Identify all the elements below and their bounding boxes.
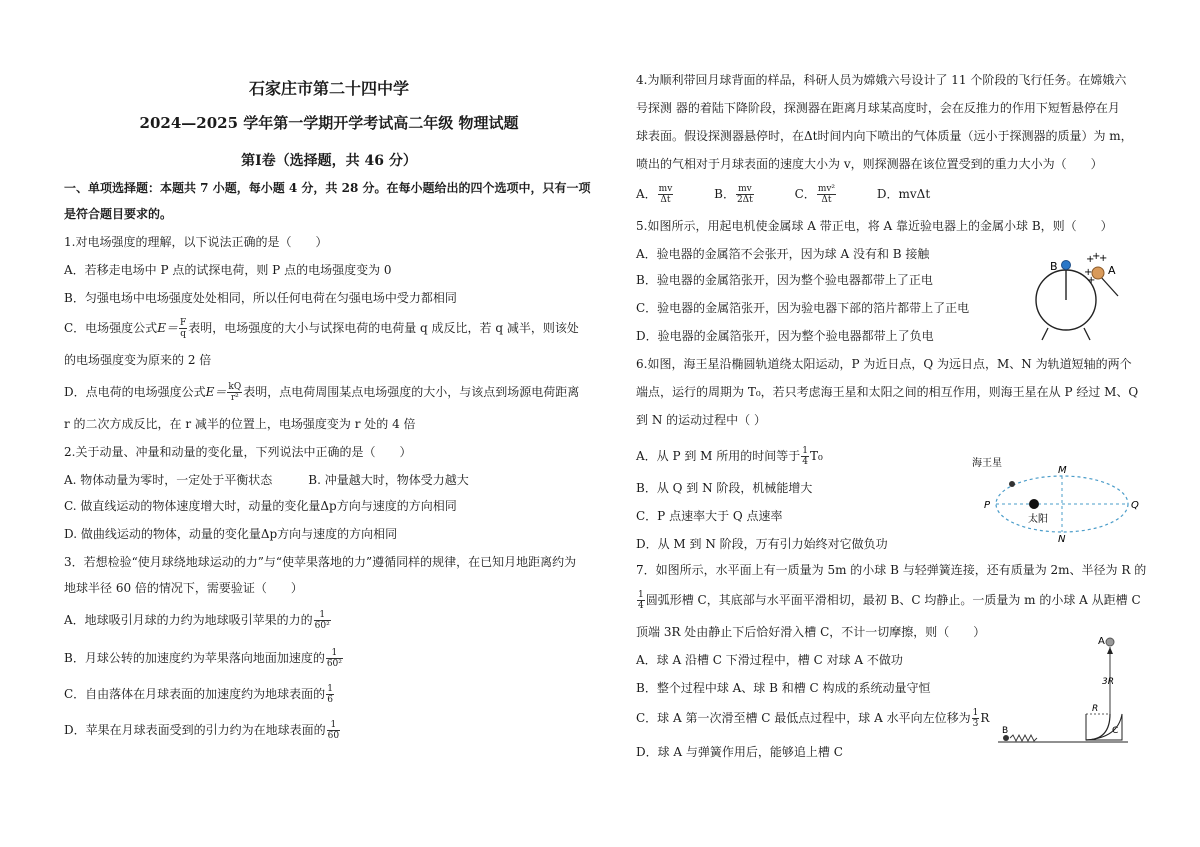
- q6-option-a: [636, 446, 823, 467]
- label-b: B: [1050, 260, 1058, 273]
- q7-option-b: B．整个过程中球 A、球 B 和槽 C 构成的系统动量守恒: [636, 681, 931, 695]
- section-heading-cont: 是符合题目要求的。: [64, 207, 173, 221]
- q7-option-c: [636, 708, 989, 729]
- label-r: R: [1092, 704, 1099, 714]
- q5-option-b: B．验电器的金属箔张开，因为整个验电器都带上了正电: [636, 273, 933, 287]
- q3-a-fraction: [314, 610, 331, 631]
- q4-c-num: mv²: [817, 184, 836, 194]
- q3-d-den: 60: [327, 731, 340, 741]
- q3-d-fraction: [327, 720, 340, 741]
- q3-b-fraction: [326, 648, 343, 669]
- q4-a-num: mv: [658, 184, 673, 194]
- q3-stem: 3．若想检验“使月球绕地球运动的力”与“使苹果落地的力”遵循同样的规律，在已知月地距离约为: [64, 555, 577, 569]
- q4-c-label: C．: [794, 187, 816, 201]
- q5-stem: 5.如图所示，用起电机使金属球 A 带正电，将 A 靠近验电器上的金属小球 B，则（ ）: [636, 219, 1113, 233]
- label-a: A: [1108, 264, 1116, 277]
- q1-option-d: [64, 382, 579, 403]
- q4-b-fraction: [736, 184, 754, 205]
- q1-option-b: B．匀强电场中电场强度处处相同，所以任何电荷在匀强电场中受力都相同: [64, 291, 457, 305]
- groove-arc: [1086, 714, 1110, 740]
- q4-line1: 4.为顺利带回月球背面的样品，科研人员为嫦娥六号设计了 11 个阶段的飞行任务。在嫦娥六: [636, 73, 1127, 87]
- q1-d-lhs: E＝: [205, 385, 227, 399]
- label-a: A: [1098, 636, 1105, 647]
- label-q: Q: [1131, 500, 1139, 511]
- q4-line2: 号探测 器的着陆下降阶段，探测器在距离月球某高度时，会在反推力的作用下短暂悬停在月: [636, 101, 1120, 115]
- q7-c-text: C．球 A 第一次滑至槽 C 最低点过程中，球 A 水平向左位移为: [636, 711, 971, 725]
- school-title: 石家庄市第二十四中学: [248, 79, 409, 98]
- q1-c-post: 表明，电场强度的大小与试探电荷的电荷量 q 成反比，若 q 减半，则该处: [188, 321, 579, 335]
- q4-b-label: B．: [714, 187, 735, 201]
- label-c: C: [1112, 726, 1119, 736]
- q1-option-a: A．若移走电场中 P 点的试探电荷，则 P 点的电场强度变为 0: [64, 263, 392, 277]
- q3-b-den: 60²: [326, 659, 342, 669]
- label-p: P: [984, 500, 991, 511]
- plus-sign-3: +: [1099, 253, 1108, 264]
- q1-c-den: q: [180, 329, 186, 339]
- q1-d-post: 表明，点电荷周围某点电场强度的大小，与该点到场源电荷距离: [243, 385, 580, 399]
- q6-line3: 到 N 的运动过程中（ ）: [636, 413, 766, 427]
- q2-options-ab: [64, 472, 469, 488]
- ball-b: [1062, 261, 1071, 270]
- q1-stem: 1.对电场强度的理解，以下说法正确的是（ ）: [64, 235, 328, 249]
- q6-a-tail: T₀: [810, 449, 823, 463]
- q2-option-c: C. 做直线运动的物体速度增大时，动量的变化量Δp方向与速度的方向相同: [64, 499, 457, 513]
- q4-option-d: D．mvΔt: [876, 187, 931, 201]
- plus-sign-2: +: [1092, 251, 1101, 262]
- exam-title: 2024—2025 学年第一学期开学考试高二年级 物理试题: [139, 114, 519, 132]
- rod-a: [1100, 276, 1118, 296]
- sun-dot: [1029, 499, 1039, 509]
- label-sun: 太阳: [1028, 514, 1048, 525]
- q5-option-d: D．验电器的金属箔张开，因为整个验电器都带上了负电: [636, 329, 934, 343]
- q3-option-b: [64, 648, 344, 669]
- electroscope-leg-left: [1042, 328, 1048, 340]
- q3-b-text: B．月球公转的加速度约为苹果落向地面加速度的: [64, 651, 325, 665]
- q1-d-den: r²: [230, 393, 239, 403]
- q1-option-c: [64, 318, 579, 339]
- slide-figure: [998, 630, 1136, 748]
- q3-a-den: 60²: [314, 621, 330, 631]
- q3-option-d: [64, 720, 341, 741]
- q3-option-a: [64, 610, 332, 631]
- q5-option-a: A．验电器的金属箔不会张开，因为球 A 没有和 B 接触: [636, 247, 930, 261]
- q7-line1: 7．如图所示，水平面上有一质量为 5m 的小球 B 与轻弹簧连接，还有质量为 2m、半径为 R 的: [636, 563, 1147, 577]
- q1-d-fraction: [227, 382, 242, 403]
- q7-quarter-fraction: [637, 590, 645, 611]
- q7-c-fraction: [972, 708, 980, 729]
- q7-c-den: 3: [972, 719, 979, 729]
- q7-line2-text: 圆弧形槽 C，其底部与水平面平滑相切，最初 B、C 均静止。一质量为 m 的小球 A 从距槽 C: [645, 593, 1141, 607]
- orbit-figure: [972, 458, 1142, 545]
- q6-line1: 6.如图，海王星沿椭圆轨道绕太阳运动，P 为近日点，Q 为远日点，M、N 为轨道短轴的两个: [636, 357, 1132, 371]
- q3-a-num: 1: [314, 610, 331, 621]
- q3-d-num: 1: [327, 720, 340, 731]
- q6-option-b: B．从 Q 到 N 阶段，机械能增大: [636, 481, 813, 495]
- q4-a-label: A．: [636, 187, 657, 201]
- q7-line3: 顶端 3R 处由静止下后恰好滑入槽 C，不计一切摩擦，则（ ）: [636, 625, 986, 639]
- q1-option-d-cont: r 的二次方成反比，在 r 减半的位置上，电场强度变为 r 处的 4 倍: [64, 417, 416, 431]
- q7-c-tail: R: [980, 711, 990, 725]
- q3-c-den: 6: [327, 695, 333, 705]
- label-b: B: [1002, 726, 1009, 736]
- q1-c-fraction: [179, 318, 187, 339]
- electroscope-leg-right: [1084, 328, 1090, 340]
- q6-option-d: D．从 M 到 N 阶段，万有引力始终对它做负功: [636, 537, 888, 551]
- q4-a-fraction: [658, 184, 674, 205]
- plus-sign-1: +: [1086, 254, 1095, 265]
- electroscope-figure: [1028, 250, 1134, 346]
- arrow-up: [1107, 647, 1113, 654]
- q7-line2: [636, 590, 1141, 611]
- q3-option-c: [64, 684, 335, 705]
- q1-c-lhs: E＝: [157, 321, 178, 335]
- q6-a-num: 1: [802, 446, 809, 456]
- volume-title: 第Ⅰ卷（选择题，共 46 分）: [241, 153, 417, 169]
- q6-a-text: A．从 P 到 M 所用的时间等于: [636, 449, 801, 463]
- q3-a-text: A．地球吸引月球的力约为地球吸引苹果的力的: [64, 613, 313, 627]
- q4-c-fraction: [817, 184, 836, 205]
- q4-line3: 球表面。假设探测器悬停时，在Δt时间内向下喷出的气体质量（远小于探测器的质量）为 m，: [636, 129, 1133, 143]
- q1-c-num: F: [179, 318, 187, 328]
- label-3r: 3R: [1102, 677, 1114, 687]
- q4-b-num: mv: [736, 184, 754, 195]
- q2-option-a: A. 物体动量为零时，一定处于平衡状态: [64, 473, 273, 487]
- q1-c-pre: C．电场强度公式: [64, 321, 158, 335]
- q6-option-c: C．P 点速率大于 Q 点速率: [636, 509, 783, 523]
- label-m: M: [1058, 465, 1067, 476]
- q4-option-b: [714, 184, 755, 205]
- q6-a-den: 4: [802, 457, 809, 467]
- q2-option-d: D. 做曲线运动的物体，动量的变化量Δp方向与速度的方向相同: [64, 527, 398, 541]
- q4-a-den: Δt: [660, 195, 671, 205]
- q1-option-c-cont: 的电场强度变为原来的 2 倍: [64, 353, 212, 367]
- q3-stem-cont: 地球半径 60 倍的情况下，需要验证（ ）: [64, 581, 303, 595]
- q3-c-num: 1: [327, 684, 333, 694]
- q3-d-text: D．苹果在月球表面受到的引力约为在地球表面的: [64, 723, 326, 737]
- q1-d-num: kQ: [228, 382, 242, 392]
- q1-d-pre: D．点电荷的电场强度公式: [64, 385, 206, 399]
- q7-option-a: A．球 A 沿槽 C 下滑过程中，槽 C 对球 A 不做功: [636, 653, 903, 667]
- q3-c-fraction: [326, 684, 334, 705]
- q7-quarter-num: 1: [638, 590, 644, 600]
- q7-c-num: 1: [972, 708, 979, 718]
- spring: [1010, 735, 1037, 741]
- q2-option-b: B. 冲量越大时，物体受力越大: [308, 473, 469, 487]
- q6-line2: 端点，运行的周期为 T₀，若只考虑海王星和太阳之间的相互作用，则海王星在从 P 经过 M、Q: [636, 385, 1139, 399]
- q7-option-d: D．球 A 与弹簧作用后，能够追上槽 C: [636, 745, 843, 759]
- q3-c-text: C．自由落体在月球表面的加速度约为地球表面的: [64, 687, 326, 701]
- label-neptune: 海王星: [972, 458, 1002, 469]
- ball-a: [1106, 638, 1114, 646]
- plus-sign-5: +: [1087, 275, 1096, 286]
- q4-line4: 喷出的气相对于月球表面的速度大小为 v，则探测器在该位置受到的重力大小为（ ）: [636, 157, 1103, 171]
- q4-c-den: Δt: [821, 195, 832, 205]
- q4-option-c: [795, 184, 837, 205]
- q3-b-num: 1: [326, 648, 343, 659]
- q4-option-a: [636, 184, 674, 205]
- q2-stem: 2.关于动量、冲量和动量的变化量，下列说法中正确的是（ ）: [64, 445, 412, 459]
- q4-options: [636, 184, 930, 205]
- q5-option-c: C．验电器的金属箔张开，因为验电器下部的箔片都带上了正电: [636, 301, 970, 315]
- q6-a-fraction: [801, 446, 809, 467]
- q4-b-den: 2Δt: [736, 195, 753, 205]
- label-n: N: [1058, 534, 1066, 545]
- section-heading: 一、单项选择题：本题共 7 小题，每小题 4 分，共 28 分。在每小题给出的四个选项中，只有一项: [64, 181, 591, 195]
- neptune-dot: [1009, 481, 1015, 487]
- plus-sign-4: +: [1084, 267, 1093, 278]
- q7-quarter-den: 4: [638, 601, 644, 611]
